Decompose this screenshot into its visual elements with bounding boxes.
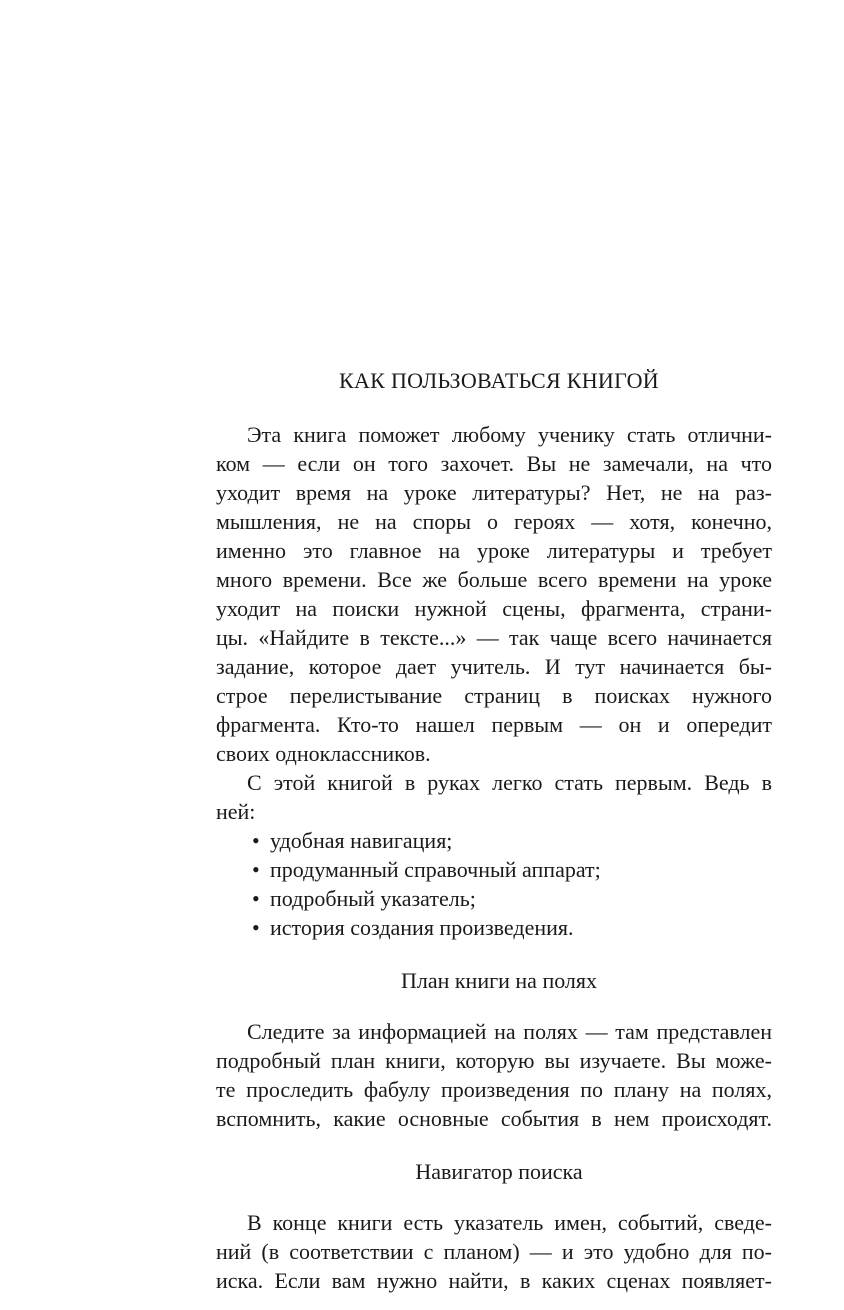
text-line: В конце книги есть указатель имен, событий, сведе- <box>247 1210 772 1235</box>
bullet-icon: • <box>252 915 260 940</box>
text-line: именно это главное на уроке литературы и требует <box>216 538 772 563</box>
book-page <box>216 366 772 1295</box>
text-line: уходит на поиски нужной сцены, фрагмента, страни- <box>216 596 772 621</box>
section-heading: Навигатор поиска <box>415 1159 583 1184</box>
list-item-text: удобная навигация; <box>270 828 453 853</box>
list-item-text: подробный указатель; <box>270 886 476 911</box>
text-line: Следите за информацией на полях — там представлен <box>247 1019 772 1044</box>
text-line: те проследить фабулу произведения по плану на полях, <box>216 1077 772 1102</box>
text-line: уходит время на уроке литературы? Нет, не на раз- <box>216 480 772 505</box>
bullet-icon: • <box>252 828 260 853</box>
text-line: строе перелистывание страниц в поисках нужного <box>216 683 772 708</box>
page-title: КАК ПОЛЬЗОВАТЬСЯ КНИГОЙ <box>339 368 659 393</box>
text-line: своих одноклассников. <box>216 741 431 766</box>
section-paragraph <box>216 1017 772 1133</box>
text-line: иска. Если вам нужно найти, в каких сценах появляет- <box>216 1268 772 1293</box>
text-line: мышления, не на споры о героях — хотя, конечно, <box>216 509 772 534</box>
list-item <box>216 855 772 884</box>
bullet-icon: • <box>252 857 260 882</box>
feature-list <box>216 826 772 942</box>
text-line: задание, которое дает учитель. И тут начинается бы- <box>216 654 772 679</box>
list-item <box>216 826 772 855</box>
text-line: Эта книга поможет любому ученику стать отлични- <box>247 422 772 447</box>
text-line: вспомнить, какие основные события в нем происходят. <box>216 1106 772 1131</box>
text-line: С этой книгой в руках легко стать первым. Ведь в <box>247 770 772 795</box>
second-paragraph <box>216 768 772 826</box>
text-line: фрагмента. Кто-то нашел первым — он и опередит <box>216 712 772 737</box>
text-line: ком — если он того захочет. Вы не замечали, на что <box>216 451 772 476</box>
list-item-text: история создания произведения. <box>270 915 574 940</box>
list-item <box>216 913 772 942</box>
text-line: ний (в соответствии с планом) — и это удобно для по- <box>216 1239 772 1264</box>
intro-paragraph <box>216 420 772 768</box>
text-line: ней: <box>216 799 256 824</box>
section-paragraph <box>216 1208 772 1295</box>
section-heading: План книги на полях <box>400 968 598 993</box>
text-line: подробный план книги, которую вы изучаете. Вы може- <box>216 1048 772 1073</box>
list-item-text: продуманный справочный аппарат; <box>270 857 601 882</box>
list-item <box>216 884 772 913</box>
text-line: цы. «Найдите в тексте...» — так чаще всего начинается <box>216 625 772 650</box>
text-line: много времени. Все же больше всего времени на уроке <box>216 567 772 592</box>
bullet-icon: • <box>252 886 260 911</box>
